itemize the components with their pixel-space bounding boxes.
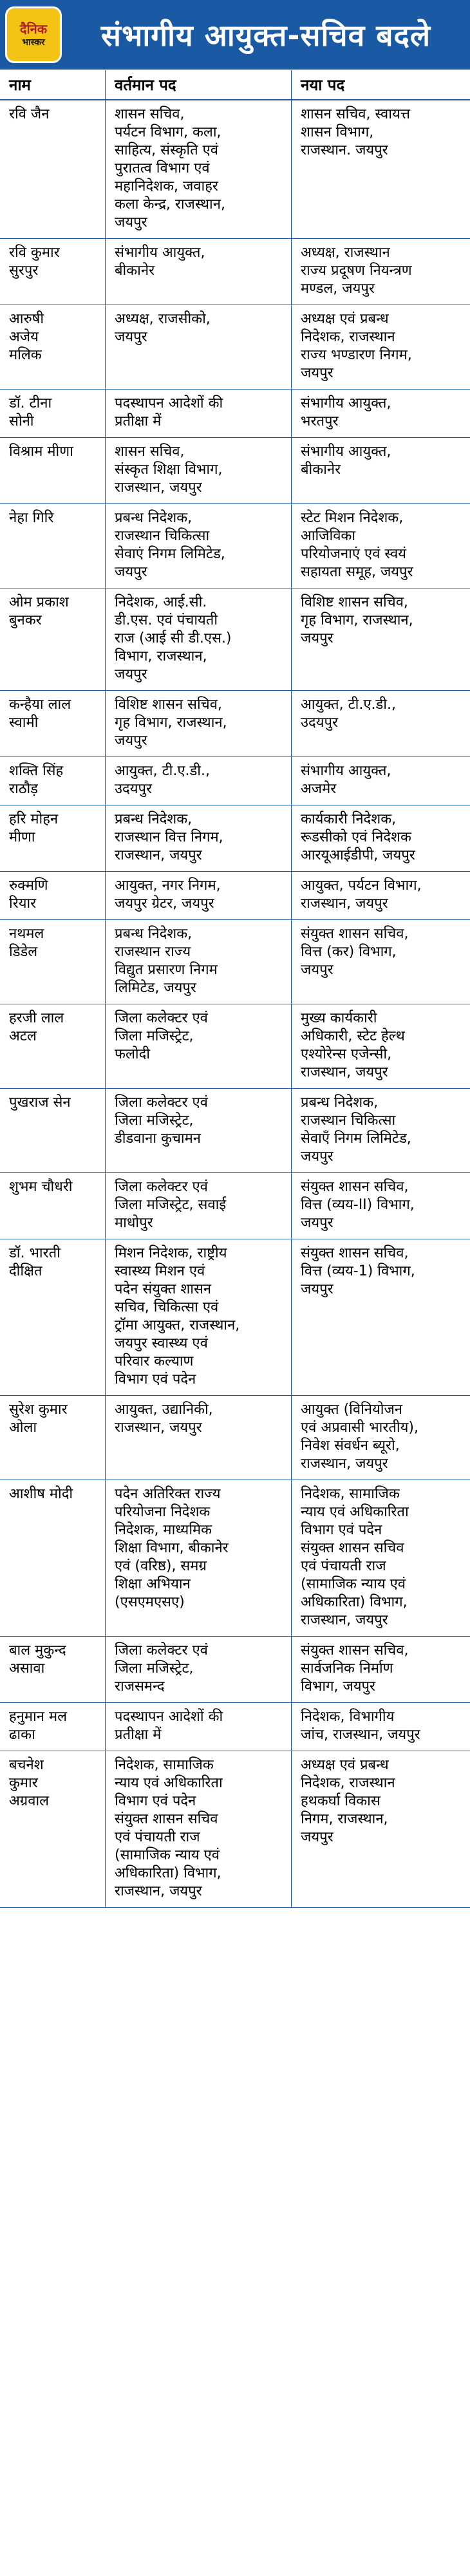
current-post: संभागीय आयुक्त, बीकानेर — [105, 239, 292, 305]
dainik-bhaskar-logo — [5, 6, 62, 63]
table-row — [0, 1173, 470, 1239]
current-post: प्रबन्ध निदेशक, राजस्थान चिकित्सा सेवाएं निगम लिमिटेड, जयपुर — [105, 504, 292, 588]
current-post: शासन सचिव, संस्कृत शिक्षा विभाग, राजस्थान, जयपुर — [105, 438, 292, 503]
officer-name: सुरेश कुमार ओला — [9, 1402, 68, 1436]
table-row — [0, 390, 470, 438]
table-row — [0, 305, 470, 390]
table-row — [0, 1239, 470, 1396]
logo-line1: दैनिक — [19, 21, 48, 37]
new-post: संभागीय आयुक्त, अजमेर — [301, 763, 391, 797]
new-post: आयुक्त, टी.ए.डी., उदयपुर — [301, 697, 396, 731]
new-post: अध्यक्ष एवं प्रबन्ध निदेशक, राजस्थान हथकर्घा विकास निगम, राजस्थान, जयपुर — [301, 1757, 395, 1845]
current-post: पदस्थापन आदेशों की प्रतीक्षा में — [105, 390, 292, 437]
table-row — [0, 691, 470, 757]
new-post: अध्यक्ष एवं प्रबन्ध निदेशक, राजस्थान राज्य भण्डारण निगम, जयपुर — [301, 311, 412, 381]
new-post: संयुक्त शासन सचिव, वित्त (व्यय-1) विभाग, जयपुर — [301, 1245, 415, 1297]
current-post: पदस्थापन आदेशों की प्रतीक्षा में — [105, 1703, 292, 1751]
current-post: जिला कलेक्टर एवं जिला मजिस्ट्रेट, डीडवाना कुचामन — [105, 1089, 292, 1172]
current-post: निदेशक, सामाजिक न्याय एवं अधिकारिता विभाग एवं पदेन संयुक्त शासन सचिव एवं पंचायती राज (सामाजिक न्याय एवं अधिकारिता) विभाग, राजस्थान, जयपुर — [105, 1751, 292, 1907]
new-post: निदेशक, सामाजिक न्याय एवं अधिकारिता विभाग एवं पदेन संयुक्त शासन सचिव एवं पंचायती राज (सामाजिक न्याय एवं अधिकारिता) विभाग, राजस्थान, जयपुर — [301, 1486, 409, 1628]
new-post: कार्यकारी निदेशक, रूडसीको एवं निदेशक आरयूआईडीपी, जयपुर — [301, 811, 415, 863]
column-header-current-post: वर्तमान पद — [105, 70, 292, 99]
officer-name: रवि कुमार सुरपुर — [9, 245, 60, 279]
officer-name: हरजी लाल अटल — [9, 1010, 64, 1044]
transfer-table — [0, 100, 470, 1908]
current-post: जिला कलेक्टर एवं जिला मजिस्ट्रेट, फलोदी — [105, 1004, 292, 1088]
new-post: संयुक्त शासन सचिव, वित्त (व्यय-II) विभाग, जयपुर — [301, 1179, 415, 1231]
officer-name: शक्ति सिंह राठौड़ — [9, 763, 64, 797]
table-row — [0, 438, 470, 504]
table-row — [0, 504, 470, 588]
new-post: शासन सचिव, स्वायत्त शासन विभाग, राजस्थान. जयपुर — [301, 106, 410, 158]
officer-name: कन्हैया लाल स्वामी — [9, 697, 71, 731]
column-header-new-post: नया पद — [301, 75, 345, 94]
officer-name: नेहा गिरि — [9, 510, 54, 526]
table-row — [0, 872, 470, 920]
current-post: प्रबन्ध निदेशक, राजस्थान वित्त निगम, राजस्थान, जयपुर — [105, 805, 292, 871]
new-post: अध्यक्ष, राजस्थान राज्य प्रदूषण नियन्त्रण मण्डल, जयपुर — [301, 245, 412, 297]
officer-name: आरुषी अजेय मलिक — [9, 311, 44, 363]
officer-name: डॉ. टीना सोनी — [9, 395, 52, 429]
new-post: निदेशक, विभागीय जांच, राजस्थान, जयपुर — [301, 1709, 420, 1743]
officer-name: विश्राम मीणा — [9, 444, 73, 460]
new-post: मुख्य कार्यकारी अधिकारी, स्टेट हेल्थ एश्योरेन्स एजेन्सी, राजस्थान, जयपुर — [301, 1010, 405, 1080]
new-post: आयुक्त (विनियोजन एवं अप्रवासी भारतीय), निवेश संवर्धन ब्यूरो, राजस्थान, जयपुर — [301, 1402, 418, 1472]
table-row — [0, 1004, 470, 1089]
officer-name: शुभम चौधरी — [9, 1179, 73, 1195]
table-row — [0, 757, 470, 805]
new-post: स्टेट मिशन निदेशक, आजिविका परियोजनाएं एवं स्वयं सहायता समूह, जयपुर — [301, 510, 413, 580]
new-post: प्रबन्ध निदेशक, राजस्थान चिकित्सा सेवाएँ निगम लिमिटेड, जयपुर — [301, 1095, 411, 1165]
current-post: मिशन निदेशक, राष्ट्रीय स्वास्थ्य मिशन एवं पदेन संयुक्त शासन सचिव, चिकित्सा एवं ट्रॉमा आयुक्त, राजस्थान, जयपुर स्वास्थ्य एवं परिवार कल्याण विभाग एवं पदेन — [105, 1239, 292, 1395]
page-title: संभागीय आयुक्त-सचिव बदले — [100, 18, 431, 53]
officer-name: डॉ. भारती दीक्षित — [9, 1245, 61, 1279]
table-row — [0, 1703, 470, 1751]
current-post: आयुक्त, टी.ए.डी., उदयपुर — [105, 757, 292, 805]
officer-name: ओम प्रकाश बुनकर — [9, 594, 69, 628]
new-post: संभागीय आयुक्त, भरतपुर — [301, 395, 391, 429]
officer-name: रुक्मणि रियार — [9, 878, 48, 912]
officer-name: बचनेश कुमार अग्रवाल — [9, 1757, 50, 1809]
officer-name: नथमल डिडेल — [9, 926, 44, 960]
officer-name: आशीष मोदी — [9, 1486, 73, 1502]
current-post: जिला कलेक्टर एवं जिला मजिस्ट्रेट, सवाई माधोपुर — [105, 1173, 292, 1239]
new-post: आयुक्त, पर्यटन विभाग, राजस्थान, जयपुर — [301, 878, 422, 912]
new-post: संयुक्त शासन सचिव, वित्त (कर) विभाग, जयपुर — [301, 926, 409, 978]
table-row — [0, 588, 470, 691]
current-post: प्रबन्ध निदेशक, राजस्थान राज्य विद्युत प्रसारण निगम लिमिटेड, जयपुर — [105, 920, 292, 1004]
new-post: संयुक्त शासन सचिव, सार्वजनिक निर्माण विभाग, जयपुर — [301, 1642, 409, 1695]
current-post: आयुक्त, नगर निगम, जयपुर ग्रेटर, जयपुर — [105, 872, 292, 919]
officer-name: पुखराज सेन — [9, 1095, 71, 1111]
logo-line2: भास्कर — [22, 37, 45, 48]
table-row — [0, 805, 470, 872]
officer-name: हरि मोहन मीणा — [9, 811, 59, 845]
officer-name: रवि जैन — [9, 106, 50, 122]
table-row — [0, 1751, 470, 1908]
new-post: संभागीय आयुक्त, बीकानेर — [301, 444, 391, 478]
current-post: जिला कलेक्टर एवं जिला मजिस्ट्रेट, राजसमन्द — [105, 1637, 292, 1702]
header-banner — [0, 0, 470, 70]
current-post: शासन सचिव, पर्यटन विभाग, कला, साहित्य, संस्कृति एवं पुरातत्व विभाग एवं महानिदेशक, जवाहर कला केन्द्र, राजस्थान, जयपुर — [105, 100, 292, 238]
current-post: अध्यक्ष, राजसीको, जयपुर — [105, 305, 292, 389]
current-post: आयुक्त, उद्यानिकी, राजस्थान, जयपुर — [105, 1396, 292, 1480]
column-header-row — [0, 70, 470, 100]
officer-name: बाल मुकुन्द असावा — [9, 1642, 66, 1677]
table-row — [0, 1396, 470, 1480]
column-header-name: नाम — [9, 75, 31, 94]
current-post: पदेन अतिरिक्त राज्य परियोजना निदेशक निदेशक, माध्यमिक शिक्षा विभाग, बीकानेर एवं (वरिष्ठ), समग्र शिक्षा अभियान (एसएमएसए) — [105, 1480, 292, 1636]
table-row — [0, 239, 470, 305]
table-row — [0, 920, 470, 1004]
table-row — [0, 100, 470, 239]
new-post: विशिष्ट शासन सचिव, गृह विभाग, राजस्थान, जयपुर — [301, 594, 413, 646]
table-row — [0, 1480, 470, 1637]
table-row — [0, 1637, 470, 1703]
table-row — [0, 1089, 470, 1173]
current-post: विशिष्ट शासन सचिव, गृह विभाग, राजस्थान, जयपुर — [105, 691, 292, 757]
officer-name: हनुमान मल ढाका — [9, 1709, 68, 1743]
current-post: निदेशक, आई.सी. डी.एस. एवं पंचायती राज (आई सी डी.एस.) विभाग, राजस्थान, जयपुर — [105, 588, 292, 690]
